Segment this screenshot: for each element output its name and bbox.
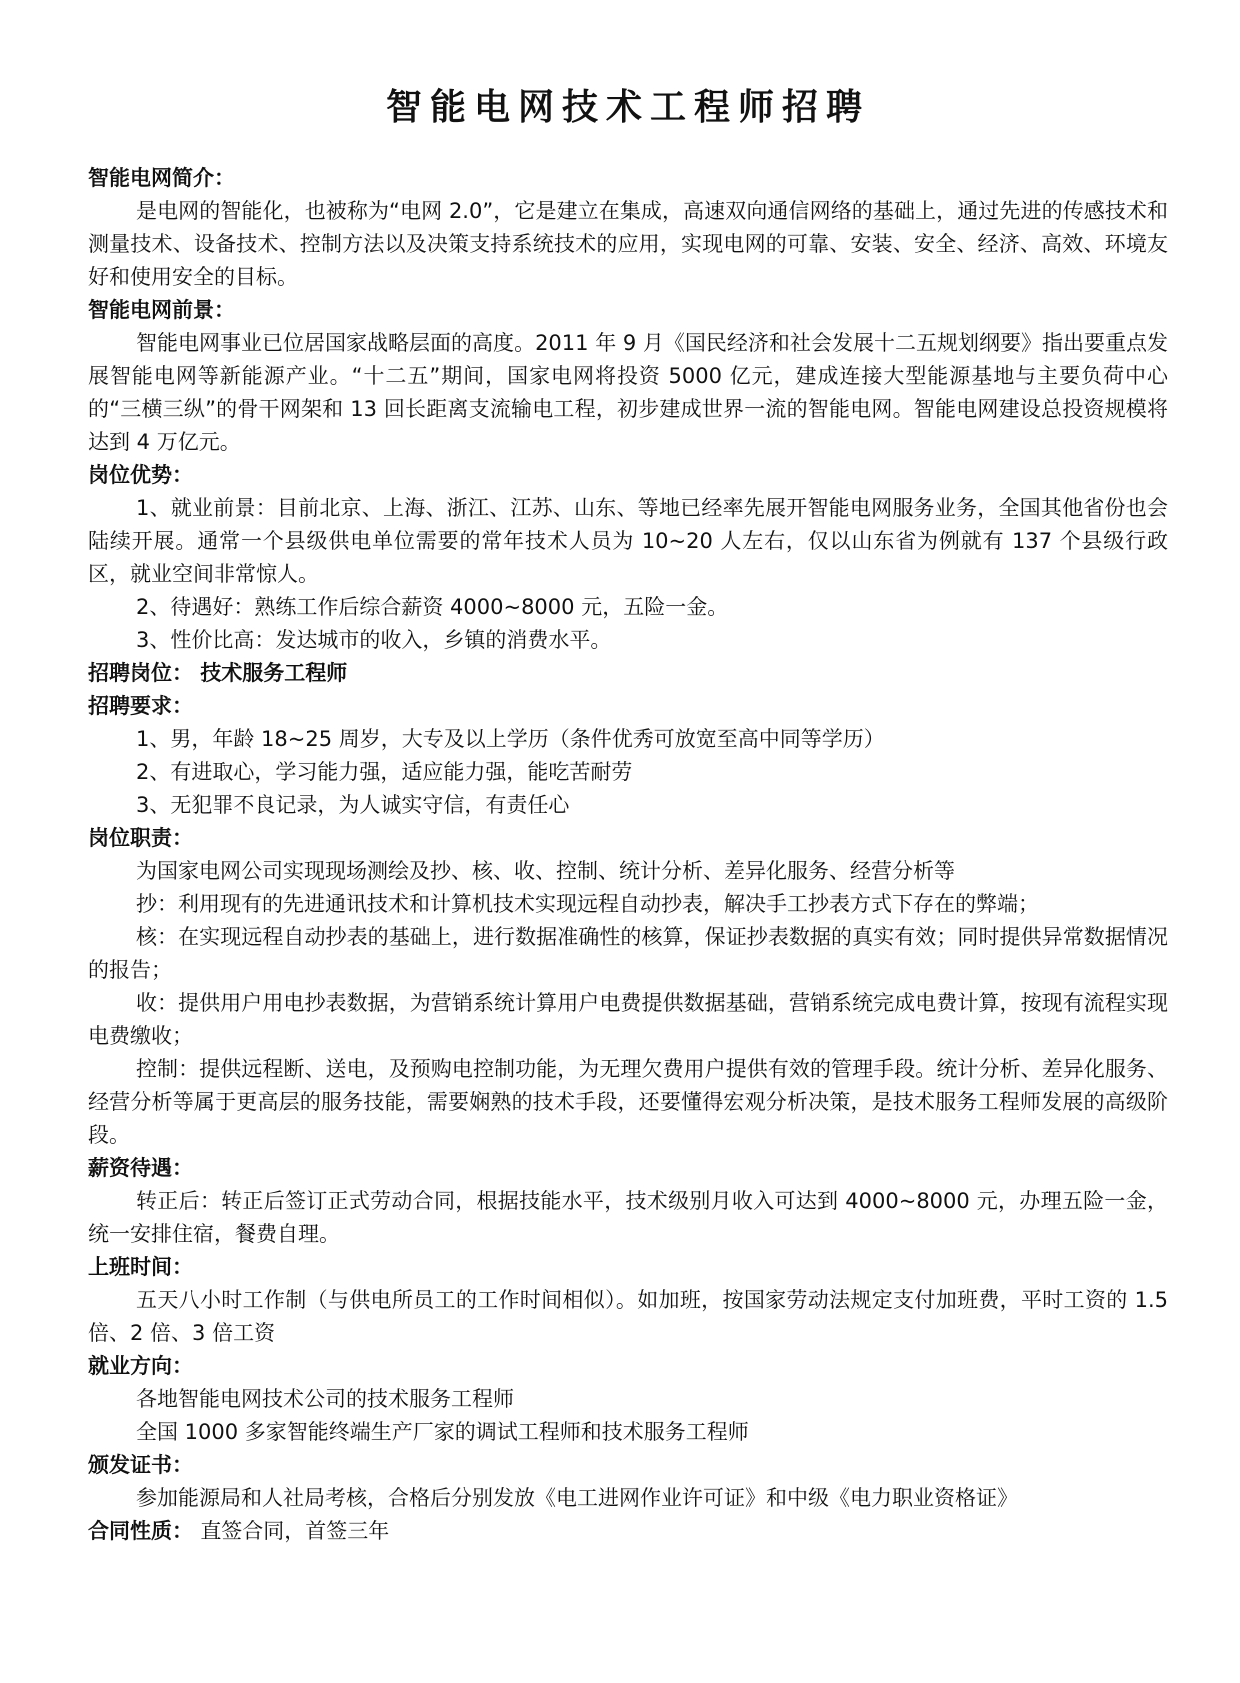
contract-row — [88, 1515, 1168, 1548]
advantage-item: 1、就业前景：目前北京、上海、浙江、江苏、山东、等地已经率先展开智能电网服务业务，全国其他省份也会陆续开展。通常一个县级供电单位需要的常年技术人员为 10~20 人左右，仅以山东省为例就有 137 个县级行政区，就业空间非常惊人。 — [88, 496, 1168, 586]
career-heading: 就业方向： — [88, 1354, 193, 1378]
requirement-item: 2、有进取心，学习能力强，适应能力强，能吃苦耐劳 — [136, 760, 633, 784]
prospect-heading: 智能电网前景： — [88, 298, 235, 322]
salary-text: 转正后：转正后签订正式劳动合同，根据技能水平，技术级别月收入可达到 4000~8000 元，办理五险一金，统一安排住宿，餐费自理。 — [88, 1189, 1168, 1246]
prospect-text: 智能电网事业已位居国家战略层面的高度。2011 年 9 月《国民经济和社会发展十二五规划纲要》指出要重点发展智能电网等新能源产业。“十二五”期间，国家电网将投资 5000 亿元，建成连接大型能源基地与主要负荷中心的“三横三纵”的骨干网架和 13 回长距离支流输电工程，初步建成世界一流的智能电网。智能电网建设总投资规模将达到 4 万亿元。 — [88, 331, 1168, 454]
duty-item: 收：提供用户用电抄表数据，为营销系统计算用户电费提供数据基础，营销系统完成电费计算，按现有流程实现电费缴收； — [88, 991, 1168, 1048]
position-heading: 招聘岗位： — [88, 661, 193, 685]
certificates-text: 参加能源局和人社局考核，合格后分别发放《电工进网作业许可证》和中级《电力职业资格证》 — [136, 1486, 1018, 1510]
requirements-heading: 招聘要求： — [88, 694, 193, 718]
duty-item: 控制：提供远程断、送电，及预购电控制功能，为无理欠费用户提供有效的管理手段。统计分析、差异化服务、经营分析等属于更高层的服务技能，需要娴熟的技术手段，还要懂得宏观分析决策，是技术服务工程师发展的高级阶段。 — [88, 1057, 1168, 1147]
advantage-item: 2、待遇好：熟练工作后综合薪资 4000~8000 元，五险一金。 — [136, 595, 729, 619]
intro-text: 是电网的智能化，也被称为“电网 2.0”，它是建立在集成，高速双向通信网络的基础上，通过先进的传感技术和测量技术、设备技术、控制方法以及决策支持系统技术的应用，实现电网的可靠、安装、安全、经济、高效、环境友好和使用安全的目标。 — [88, 199, 1168, 289]
salary-heading: 薪资待遇： — [88, 1156, 193, 1180]
requirement-item: 3、无犯罪不良记录，为人诚实守信，有责任心 — [136, 793, 570, 817]
duty-item: 为国家电网公司实现现场测绘及抄、核、收、控制、统计分析、差异化服务、经营分析等 — [136, 859, 955, 883]
hours-heading: 上班时间： — [88, 1255, 193, 1279]
contract-heading: 合同性质： — [88, 1519, 193, 1543]
hours-text: 五天八小时工作制（与供电所员工的工作时间相似）。如加班，按国家劳动法规定支付加班费，平时工资的 1.5 倍、2 倍、3 倍工资 — [88, 1288, 1168, 1345]
advantages-heading: 岗位优势： — [88, 463, 193, 487]
position-row — [88, 657, 1168, 690]
duty-item: 抄：利用现有的先进通讯技术和计算机技术实现远程自动抄表，解决手工抄表方式下存在的弊端； — [136, 892, 1039, 916]
position-value: 技术服务工程师 — [200, 661, 348, 685]
certificates-heading: 颁发证书： — [88, 1453, 193, 1477]
document-page — [88, 80, 1168, 1548]
contract-value: 直签合同，首签三年 — [200, 1519, 390, 1543]
duty-item: 核：在实现远程自动抄表的基础上，进行数据准确性的核算，保证抄表数据的真实有效；同时提供异常数据情况的报告； — [88, 925, 1168, 982]
intro-heading: 智能电网简介： — [88, 166, 235, 190]
requirement-item: 1、男，年龄 18~25 周岁，大专及以上学历（条件优秀可放宽至高中同等学历） — [136, 727, 885, 751]
duties-heading: 岗位职责： — [88, 826, 193, 850]
career-item: 各地智能电网技术公司的技术服务工程师 — [136, 1387, 514, 1411]
page-title: 智能电网技术工程师招聘 — [385, 87, 870, 128]
career-item: 全国 1000 多家智能终端生产厂家的调试工程师和技术服务工程师 — [136, 1420, 749, 1444]
advantage-item: 3、性价比高：发达城市的收入，乡镇的消费水平。 — [136, 628, 612, 652]
